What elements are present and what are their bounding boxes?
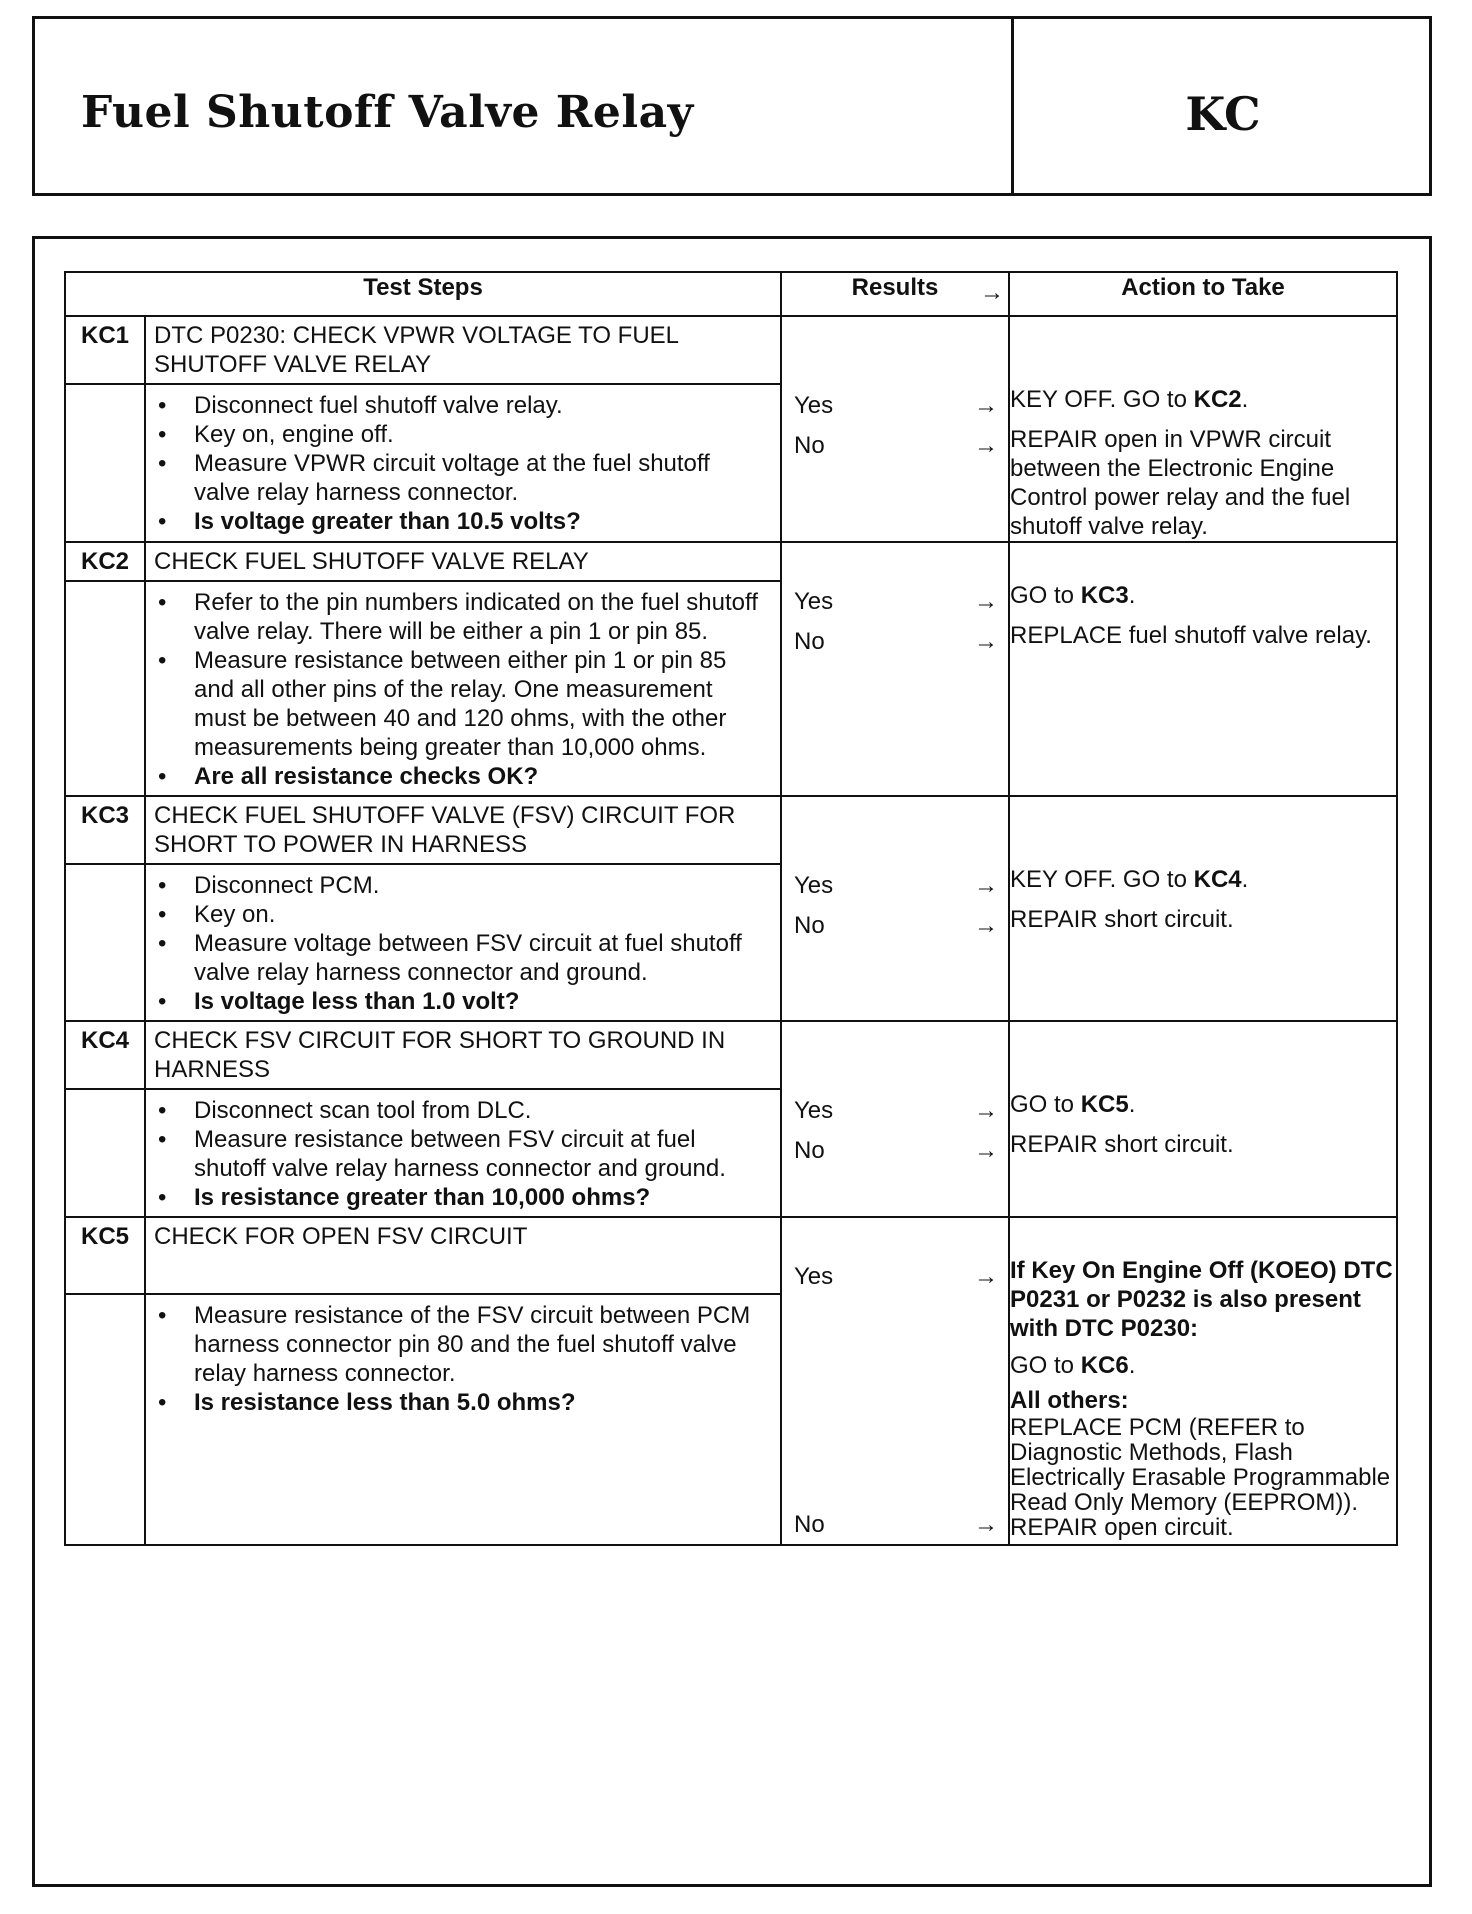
step-code: KC3 [65,796,145,864]
step-item: • Key on, engine off. [194,420,770,449]
step-question: • Is voltage greater than 10.5 volts? [194,507,770,536]
step-title-row [65,796,1397,864]
step-question: • Is resistance less than 5.0 ohms? [194,1388,770,1417]
action-cell [1009,1021,1397,1217]
action-cell [1009,1217,1397,1545]
step-title: DTC P0230: CHECK VPWR VOLTAGE TO FUEL SHUTOFF VALVE RELAY [145,316,781,384]
step-item: • Measure voltage between FSV circuit at fuel shutoff valve relay harness connector and ground. [194,929,770,987]
action-cell [1009,316,1397,542]
yes-action: GO to KC3. [1010,582,1136,609]
arrow-icon: → [974,392,998,419]
result-yes: Yes → [794,1097,998,1124]
result-no: No → [794,628,998,655]
action-cell [1009,796,1397,1021]
no-action: REPAIR open circuit. [1010,1514,1234,1541]
step-title-row [65,1217,1397,1294]
step-code: KC4 [65,1021,145,1089]
result-yes: Yes → [794,392,998,419]
arrow-icon: → [974,872,998,899]
column-header-results [781,272,1009,316]
column-header-action: Action to Take [1009,272,1397,316]
column-header-results-label: Results [851,274,939,301]
step-title-row [65,1021,1397,1089]
step-question: • Are all resistance checks OK? [194,762,770,791]
step-code: KC2 [65,542,145,581]
arrow-icon: → [974,1137,998,1164]
yes-action: KEY OFF. GO to KC4. [1010,866,1249,893]
step-item: • Measure resistance between either pin 1 or pin 85 and all other pins of the relay. One measurement must be between 40 and 120 ohms, with the other measurements being greater than 10,000 ohms. [194,646,770,762]
column-header-test-steps: Test Steps [65,272,781,316]
yes-action: GO to KC6. [1010,1352,1136,1379]
step-code: KC5 [65,1217,145,1294]
arrow-icon: → [974,432,998,459]
arrow-icon: → [974,1263,998,1290]
others-label: All others: [1010,1387,1129,1414]
results-cell [781,1217,1009,1545]
no-action: REPLACE fuel shutoff valve relay. [1010,622,1372,649]
step-question: • Is resistance greater than 10,000 ohms? [194,1183,770,1212]
yes-action: GO to KC5. [1010,1091,1136,1118]
step-code: KC1 [65,316,145,384]
step-question: • Is voltage less than 1.0 volt? [194,987,770,1016]
diagnostic-table [64,271,1398,1546]
arrow-icon: → [974,588,998,615]
result-yes: Yes → [794,872,998,899]
no-action: REPAIR short circuit. [1010,906,1234,933]
step-item: • Measure resistance of the FSV circuit between PCM harness connector pin 80 and the fuel shutoff valve relay harness connector. [194,1301,770,1388]
results-cell [781,542,1009,796]
step-title-row [65,316,1397,384]
results-cell [781,796,1009,1021]
result-yes: Yes → [794,1263,998,1290]
results-cell [781,1021,1009,1217]
result-no: No → [794,432,998,459]
step-title: CHECK FUEL SHUTOFF VALVE (FSV) CIRCUIT FOR SHORT TO POWER IN HARNESS [145,796,781,864]
step-title: CHECK FOR OPEN FSV CIRCUIT [145,1217,781,1294]
step-item: • Refer to the pin numbers indicated on the fuel shutoff valve relay. There will be either a pin 1 or pin 85. [194,588,770,646]
step-item: • Disconnect fuel shutoff valve relay. [194,391,770,420]
step-item: • Measure resistance between FSV circuit at fuel shutoff valve relay harness connector and ground. [194,1125,770,1183]
result-no: No → [794,1137,998,1164]
step-title-row [65,542,1397,581]
arrow-icon: → [974,1511,998,1538]
arrow-icon: → [974,628,998,655]
result-no: No → [794,1511,998,1538]
page-header [32,16,1432,196]
yes-action-condition: If Key On Engine Off (KOEO) DTC P0231 or P0232 is also present with DTC P0230: [1010,1257,1393,1342]
arrow-icon: → [980,279,1004,306]
step-item: • Key on. [194,900,770,929]
page-title: Fuel Shutoff Valve Relay [81,87,694,138]
step-details [145,581,781,796]
result-yes: Yes → [794,588,998,615]
arrow-icon: → [974,912,998,939]
step-details [145,1294,781,1545]
step-details [145,384,781,542]
arrow-icon: → [974,1097,998,1124]
step-title: CHECK FUEL SHUTOFF VALVE RELAY [145,542,781,581]
others-action: REPLACE PCM (REFER to Diagnostic Methods, Flash Electrically Erasable Programmable Read Only Memory (EEPROM)). [1010,1414,1391,1516]
results-cell [781,316,1009,542]
section-code: KC [1185,87,1261,141]
step-details [145,864,781,1021]
no-action: REPAIR short circuit. [1010,1131,1234,1158]
result-no: No → [794,912,998,939]
no-action: REPAIR open in VPWR circuit between the Electronic Engine Control power relay and the fuel shutoff valve relay. [1010,426,1351,540]
step-title: CHECK FSV CIRCUIT FOR SHORT TO GROUND IN HARNESS [145,1021,781,1089]
table-header-row [65,272,1397,316]
step-item: • Measure VPWR circuit voltage at the fuel shutoff valve relay harness connector. [194,449,770,507]
step-details [145,1089,781,1217]
step-item: • Disconnect PCM. [194,871,770,900]
yes-action: KEY OFF. GO to KC2. [1010,386,1249,413]
action-cell [1009,542,1397,796]
step-item: • Disconnect scan tool from DLC. [194,1096,770,1125]
